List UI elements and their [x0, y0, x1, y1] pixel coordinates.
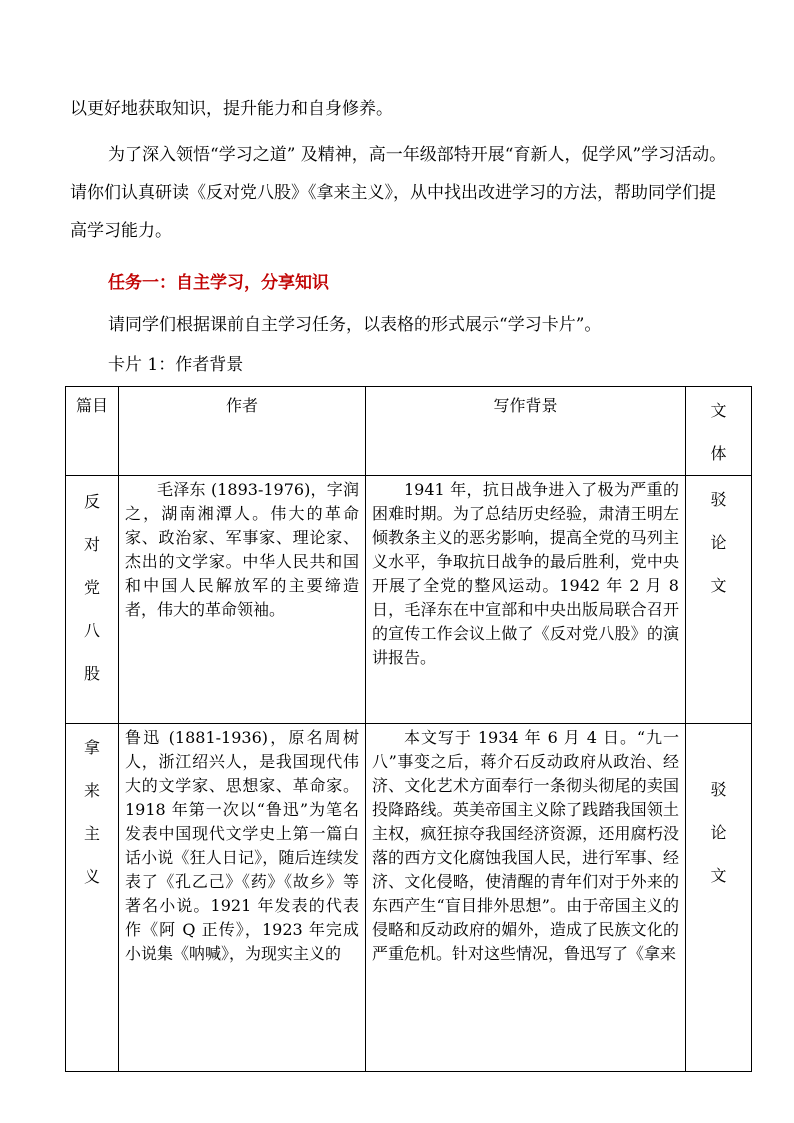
row-background-cell: 1941 年，抗日战争进入了极为严重的困难时期。为了总结历史经验，肃清王明左倾教条主义的恶劣影响，提高全党的马列主义水平，争取抗日战争的最后胜利，党中央开展了全党的整风运动。1942 年 2 月 8 日，毛泽东在中宣部和中央出版局联合召开的宣传工作会议上做了《反对党八股》的演讲报告。 [366, 476, 686, 724]
task-heading: 任务一：自主学习，分享知识 [108, 273, 329, 293]
author-background-table [65, 386, 752, 1072]
row-author-cell: 毛泽东 (1893-1976)，字润之，湖南湘潭人。伟大的革命家、政治家、军事家、理论家、杰出的文学家。中华人民共和国和中国人民解放军的主要缔造者，伟大的革命领袖。 [119, 476, 366, 724]
table-header-row [66, 387, 752, 476]
card-title: 卡片 1：作者背景 [108, 355, 244, 375]
header-author: 作者 [119, 387, 366, 476]
paragraph-activity: 为了深入领悟“学习之道” 及精神，高一年级部特开展“育新人，促学风”学习活动。请你们认真研读《反对党八股》《拿来主义》，从中找出改进学习的方法，帮助同学们提高学习能力。 [70, 145, 727, 241]
instruction-text: 请同学们根据课前自主学习任务，以表格的形式展示“学习卡片”。 [108, 315, 602, 335]
row-genre-cell: 驳 论 文 [686, 724, 752, 1072]
header-background: 写作背景 [366, 387, 686, 476]
row-title-cell: 反 对 党 八 股 [66, 476, 119, 724]
table-row [66, 476, 752, 724]
row-title-cell: 拿 来 主 义 [66, 724, 119, 1072]
row-background-cell: 本文写于 1934 年 6 月 4 日。“九一八”事变之后，蒋介石反动政府从政治、经济、文化艺术方面奉行一条彻头彻尾的卖国投降路线。英美帝国主义除了践踏我国领土主权，疯狂掠夺我国经济资源，还用腐朽没落的西方文化腐蚀我国人民，进行军事、经济、文化侵略，使清醒的青年们对于外来的东西产生“盲目排外思想”。由于帝国主义的侵略和反动政府的媚外，造成了民族文化的严重危机。针对这些情况，鲁迅写了《拿来 [366, 724, 686, 1072]
row-genre-cell: 驳 论 文 [686, 476, 752, 724]
row-author-cell: 鲁迅 (1881-1936)，原名周树人，浙江绍兴人，是我国现代伟大的文学家、思想家、革命家。1918 年第一次以“鲁迅”为笔名发表中国现代文学史上第一篇白话小说《狂人日记》，随后连续发表了《孔乙己》《药》《故乡》等著名小说。1921 年发表的代表作《阿 Q 正传》，1923 年完成小说集《呐喊》，为现实主义的 [119, 724, 366, 1072]
header-title: 篇目 [66, 387, 119, 476]
header-genre: 文 体 [686, 387, 752, 476]
paragraph-intro: 以更好地获取知识，提升能力和自身修养。 [70, 99, 393, 119]
table-row [66, 724, 752, 1072]
